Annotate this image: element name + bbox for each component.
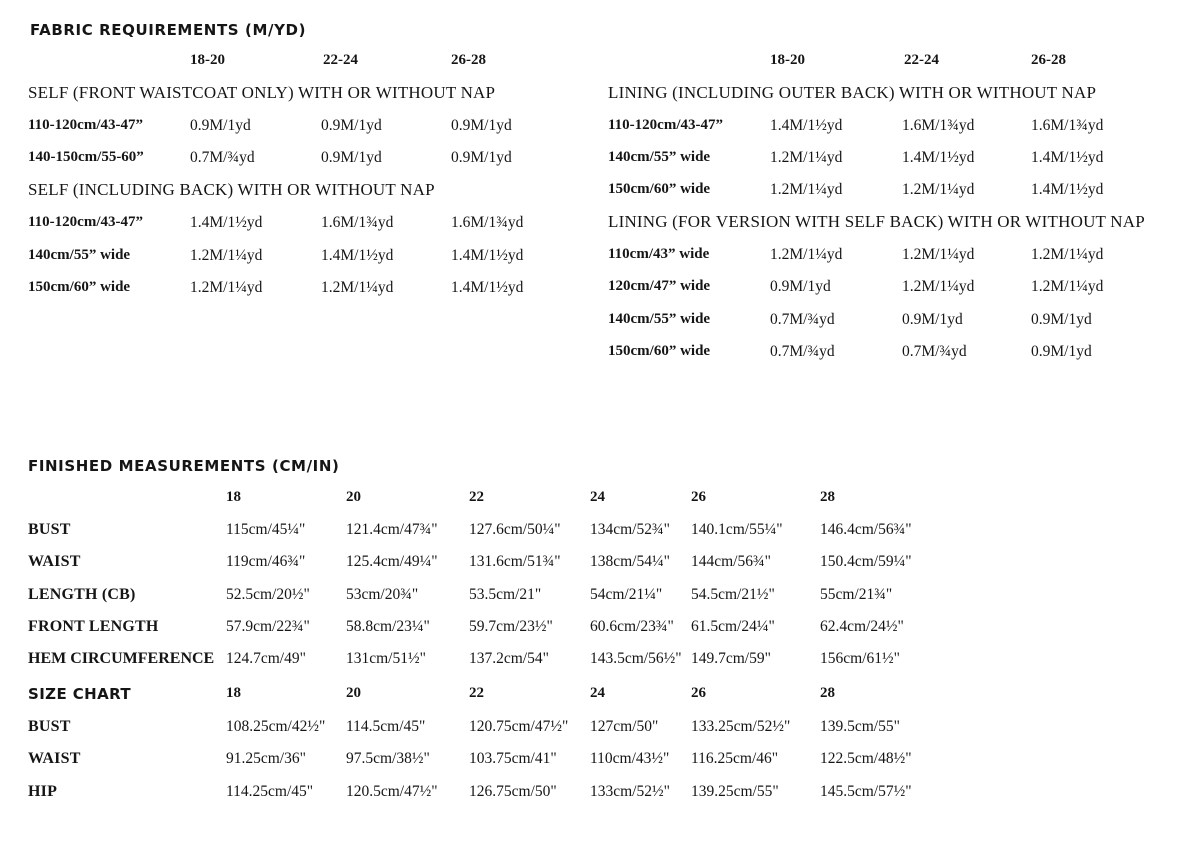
- chart-size: 28: [820, 685, 835, 701]
- cell: 116.25cm/46": [691, 750, 779, 767]
- chart-size: 24: [590, 685, 605, 701]
- chart-size: 18: [226, 685, 241, 701]
- cell: 125.4cm/49¼": [346, 553, 438, 570]
- cell: 60.6cm/23¾": [590, 618, 674, 635]
- cell: 1.2M/1¼yd: [770, 246, 843, 263]
- cell: 145.5cm/57½": [820, 783, 912, 800]
- cell: 58.8cm/23¼": [346, 618, 430, 635]
- cell: 119cm/46¾": [226, 553, 306, 570]
- right-size-18-20: 18-20: [770, 52, 805, 68]
- cell: 1.4M/1½yd: [1031, 181, 1104, 198]
- row-label: 140-150cm/55-60”: [28, 149, 144, 165]
- cell: 1.4M/1½yd: [190, 214, 263, 231]
- row-label: 140cm/55” wide: [608, 311, 711, 327]
- cell: 0.9M/1yd: [451, 149, 512, 166]
- section-lining-outer-back: LINING (INCLUDING OUTER BACK) WITH OR WITHOUT NAP: [608, 83, 1097, 102]
- cell: 0.9M/1yd: [321, 149, 382, 166]
- cell: 138cm/54¼": [590, 553, 670, 570]
- cell: 0.9M/1yd: [321, 117, 382, 134]
- cell: 134cm/52¾": [590, 521, 670, 538]
- cell: 103.75cm/41": [469, 750, 557, 767]
- cell: 127.6cm/50¼": [469, 521, 561, 538]
- cell: 133.25cm/52½": [691, 718, 791, 735]
- measure-label: FRONT LENGTH: [28, 618, 159, 635]
- cell: 0.7M/¾yd: [770, 343, 835, 360]
- cell: 139.25cm/55": [691, 783, 779, 800]
- cell: 1.4M/1½yd: [770, 117, 843, 134]
- row-label: 150cm/60” wide: [608, 343, 711, 359]
- chart-size: 26: [691, 685, 706, 701]
- cell: 1.2M/1¼yd: [902, 181, 975, 198]
- right-size-26-28: 26-28: [1031, 52, 1066, 68]
- cell: 0.9M/1yd: [190, 117, 251, 134]
- right-size-22-24: 22-24: [904, 52, 939, 68]
- cell: 150.4cm/59¼": [820, 553, 912, 570]
- row-label: 110-120cm/43-47”: [28, 117, 143, 133]
- finished-heading: FINISHED MEASUREMENTS (CM/IN): [28, 457, 340, 475]
- cell: 54.5cm/21½": [691, 586, 775, 603]
- cell: 1.2M/1¼yd: [1031, 246, 1104, 263]
- cell: 127cm/50": [590, 718, 659, 735]
- cell: 156cm/61½": [820, 650, 900, 667]
- cell: 52.5cm/20½": [226, 586, 310, 603]
- section-self-back: SELF (INCLUDING BACK) WITH OR WITHOUT NAP: [28, 180, 435, 199]
- cell: 146.4cm/56¾": [820, 521, 912, 538]
- cell: 1.6M/1¾yd: [902, 117, 975, 134]
- cell: 0.9M/1yd: [1031, 343, 1092, 360]
- cell: 110cm/43½": [590, 750, 670, 767]
- finished-size: 26: [691, 489, 706, 505]
- cell: 121.4cm/47¾": [346, 521, 438, 538]
- cell: 1.2M/1¼yd: [190, 247, 263, 264]
- cell: 54cm/21¼": [590, 586, 663, 603]
- cell: 133cm/52½": [590, 783, 670, 800]
- measure-label: HEM CIRCUMFERENCE: [28, 650, 215, 667]
- cell: 1.4M/1½yd: [321, 247, 394, 264]
- cell: 1.2M/1¼yd: [770, 181, 843, 198]
- cell: 0.7M/¾yd: [902, 343, 967, 360]
- cell: 1.4M/1½yd: [902, 149, 975, 166]
- measure-label: LENGTH (CB): [28, 586, 136, 603]
- cell: 1.4M/1½yd: [451, 279, 524, 296]
- cell: 1.2M/1¼yd: [902, 278, 975, 295]
- row-label: 120cm/47” wide: [608, 278, 711, 294]
- cell: 131cm/51½": [346, 650, 426, 667]
- cell: 57.9cm/22¾": [226, 618, 310, 635]
- cell: 0.7M/¾yd: [770, 311, 835, 328]
- row-label: 150cm/60” wide: [608, 181, 711, 197]
- cell: 149.7cm/59": [691, 650, 771, 667]
- cell: 53.5cm/21": [469, 586, 542, 603]
- cell: 124.7cm/49": [226, 650, 306, 667]
- left-size-22-24: 22-24: [323, 52, 358, 68]
- cell: 0.7M/¾yd: [190, 149, 255, 166]
- finished-size: 20: [346, 489, 361, 505]
- cell: 126.75cm/50": [469, 783, 557, 800]
- cell: 131.6cm/51¾": [469, 553, 561, 570]
- cell: 0.9M/1yd: [770, 278, 831, 295]
- row-label: 150cm/60” wide: [28, 279, 131, 295]
- cell: 137.2cm/54": [469, 650, 549, 667]
- finished-size: 22: [469, 489, 484, 505]
- chart-label: BUST: [28, 718, 71, 735]
- cell: 1.2M/1¼yd: [1031, 278, 1104, 295]
- cell: 1.6M/1¾yd: [321, 214, 394, 231]
- cell: 140.1cm/55¼": [691, 521, 783, 538]
- cell: 114.25cm/45": [226, 783, 314, 800]
- cell: 1.2M/1¼yd: [321, 279, 394, 296]
- cell: 1.4M/1½yd: [451, 247, 524, 264]
- cell: 55cm/21¾": [820, 586, 893, 603]
- cell: 61.5cm/24¼": [691, 618, 775, 635]
- cell: 120.5cm/47½": [346, 783, 438, 800]
- chart-label: WAIST: [28, 750, 81, 767]
- cell: 1.2M/1¼yd: [190, 279, 263, 296]
- measure-label: BUST: [28, 521, 71, 538]
- cell: 108.25cm/42½": [226, 718, 326, 735]
- section-lining-self-back: LINING (FOR VERSION WITH SELF BACK) WITH OR WITHOUT NAP: [608, 212, 1145, 231]
- row-label: 140cm/55” wide: [608, 149, 711, 165]
- cell: 59.7cm/23½": [469, 618, 553, 635]
- finished-size: 24: [590, 489, 605, 505]
- cell: 91.25cm/36": [226, 750, 306, 767]
- chart-size: 22: [469, 685, 484, 701]
- cell: 143.5cm/56½": [590, 650, 682, 667]
- left-size-26-28: 26-28: [451, 52, 486, 68]
- cell: 62.4cm/24½": [820, 618, 904, 635]
- cell: 120.75cm/47½": [469, 718, 569, 735]
- cell: 139.5cm/55": [820, 718, 900, 735]
- cell: 122.5cm/48½": [820, 750, 912, 767]
- finished-size: 28: [820, 489, 835, 505]
- row-label: 140cm/55” wide: [28, 247, 131, 263]
- cell: 115cm/45¼": [226, 521, 306, 538]
- row-label: 110-120cm/43-47”: [608, 117, 723, 133]
- left-size-18-20: 18-20: [190, 52, 225, 68]
- finished-size: 18: [226, 489, 241, 505]
- cell: 114.5cm/45": [346, 718, 426, 735]
- cell: 1.2M/1¼yd: [902, 246, 975, 263]
- fabric-heading: FABRIC REQUIREMENTS (M/YD): [30, 21, 307, 39]
- size-chart-heading: SIZE CHART: [28, 685, 132, 703]
- cell: 1.6M/1¾yd: [1031, 117, 1104, 134]
- section-self-front: SELF (FRONT WAISTCOAT ONLY) WITH OR WITHOUT NAP: [28, 83, 496, 102]
- cell: 144cm/56¾": [691, 553, 771, 570]
- row-label: 110cm/43” wide: [608, 246, 710, 262]
- measure-label: WAIST: [28, 553, 81, 570]
- cell: 1.4M/1½yd: [1031, 149, 1104, 166]
- cell: 0.9M/1yd: [451, 117, 512, 134]
- chart-size: 20: [346, 685, 361, 701]
- cell: 97.5cm/38½": [346, 750, 430, 767]
- cell: 1.2M/1¼yd: [770, 149, 843, 166]
- cell: 0.9M/1yd: [1031, 311, 1092, 328]
- cell: 53cm/20¾": [346, 586, 419, 603]
- row-label: 110-120cm/43-47”: [28, 214, 143, 230]
- chart-label: HIP: [28, 783, 58, 800]
- cell: 1.6M/1¾yd: [451, 214, 524, 231]
- cell: 0.9M/1yd: [902, 311, 963, 328]
